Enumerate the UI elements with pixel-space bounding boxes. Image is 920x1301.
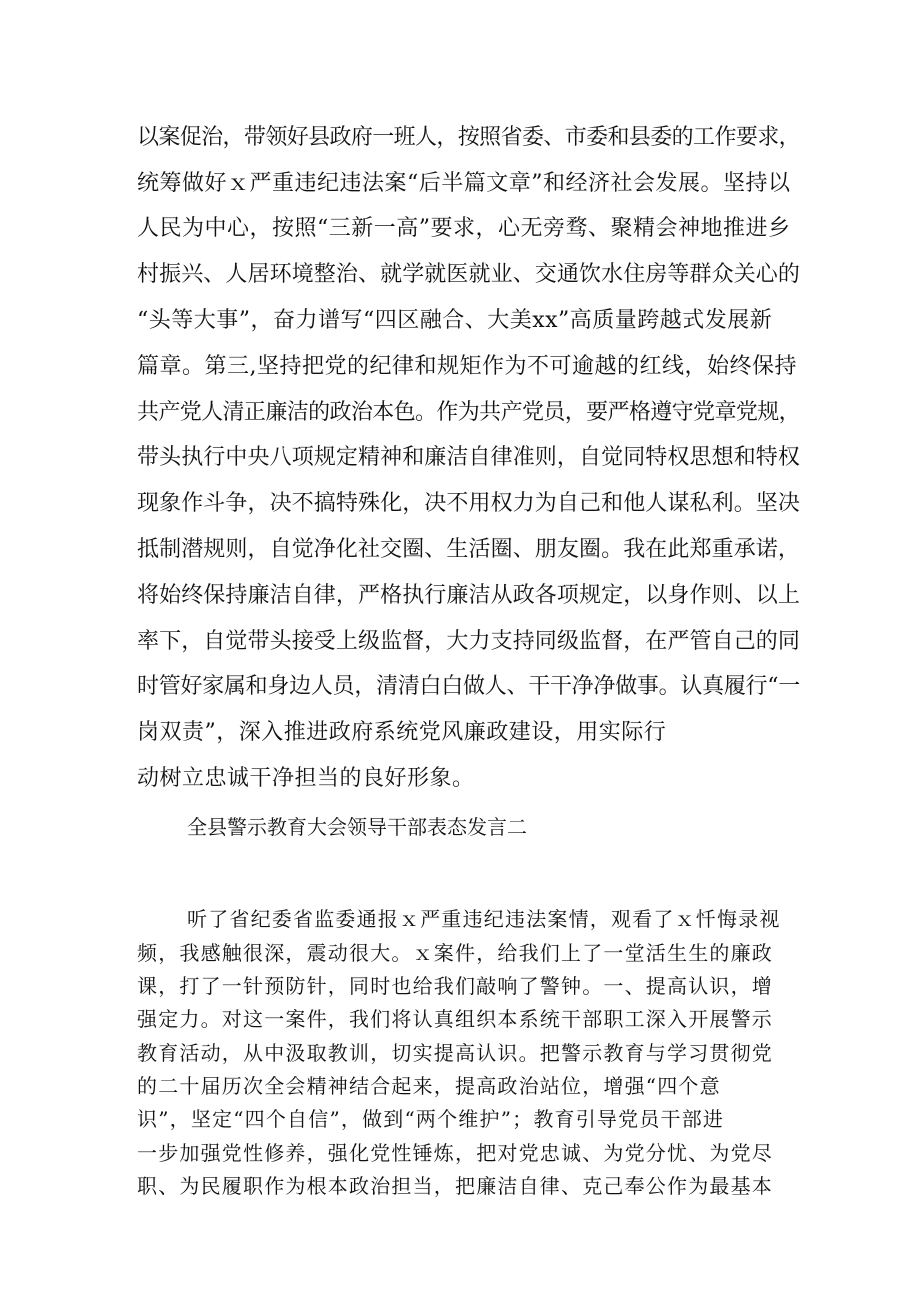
paragraph-line: 的二十届历次全会精神结合起来，提高政治站位，增强“四个意 [137, 1074, 721, 1098]
paragraph-line: 识”，坚定“四个自信”，做到“两个维护”；教育引导党员干部进 [137, 1107, 725, 1131]
paragraph-line: 教育活动，从中汲取教训，切实提高认识。把警示教育与学习贯彻党 [137, 1041, 773, 1065]
paragraph-line: 率下，自觉带头接受上级监督，大力支持同级监督，在严管自己的同 [137, 629, 800, 654]
paragraph-line: 现象作斗争，决不搞特殊化，决不用权力为自己和他人谋私利。坚决 [137, 491, 800, 516]
paragraph-line: 时管好家属和身边人员，清清白白做人、干干净净做事。认真履行“一 [137, 674, 800, 699]
paragraph-line: 课，打了一针预防针，同时也给我们敲响了警钟。一、提高认识，增 [137, 974, 773, 998]
paragraph-line: 篇章。第三,坚持把党的纪律和规矩作为不可逾越的红线，始终保持 [137, 354, 797, 379]
paragraph-line: 一步加强党性修养，强化党性锤炼，把对党忠诚、为党分忧、为党尽 [137, 1141, 773, 1165]
paragraph-line: “头等大事”，奋力谱写“四区融合、大美xx”高质量跨越式发展新 [137, 308, 773, 333]
paragraph-line: 村振兴、人居环境整治、就学就医就业、交通饮水住房等群众关心的 [137, 262, 800, 287]
paragraph-line: 共产党人清正廉洁的政治本色。作为共产党员，要严格遵守党章党规， [137, 400, 800, 425]
paragraph-line: 听了省纪委省监委通报ｘ严重违纪违法案情，观看了ｘ忏悔录视 [187, 907, 781, 931]
paragraph-line: 以案促治，带领好县政府一班人，按照省委、市委和县委的工作要求， [137, 125, 800, 150]
paragraph-line: 动树立忠诚干净担当的良好形象。 [137, 766, 475, 791]
paragraph-line: 频，我感触很深，震动很大。ｘ案件，给我们上了一堂活生生的廉政 [137, 941, 773, 965]
paragraph-line: 带头执行中央八项规定精神和廉洁自律准则，自觉同特权思想和特权 [137, 445, 800, 470]
paragraph-line: 职、为民履职作为根本政治担当，把廉洁自律、克己奉公作为最基本 [137, 1174, 773, 1198]
paragraph-line: 人民为中心，按照“三新一高”要求，心无旁骛、聚精会神地推进乡 [137, 216, 791, 241]
section-heading: 全县警示教育大会领导干部表态发言二 [187, 815, 527, 839]
paragraph-line: 抵制潜规则，自觉净化社交圈、生活圈、朋友圈。我在此郑重承诺， [137, 537, 800, 562]
paragraph-line: 岗双责”，深入推进政府系统党风廉政建设，用实际行 [137, 720, 667, 745]
paragraph-line: 强定力。对这一案件，我们将认真组织本系统干部职工深入开展警示 [137, 1007, 773, 1031]
paragraph-line: 统筹做好ｘ严重违纪违法案“后半篇文章”和经济社会发展。坚持以 [137, 171, 791, 196]
paragraph-line: 将始终保持廉洁自律，严格执行廉洁从政各项规定，以身作则、以上 [137, 583, 800, 608]
